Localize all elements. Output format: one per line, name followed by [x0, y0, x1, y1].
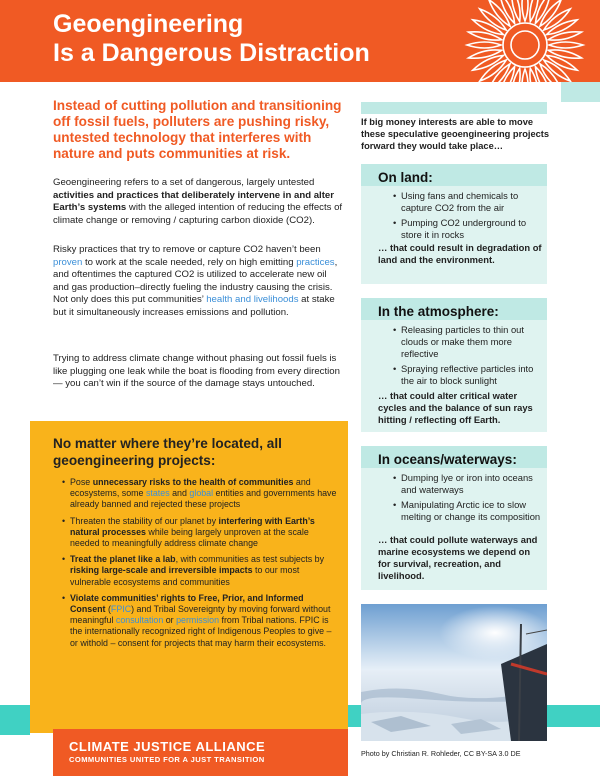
p2-text-b: to work at the scale needed, rely on high emitting — [82, 256, 297, 268]
arctic-ice-photo — [361, 604, 547, 741]
i3-text-b: to our most vulnerable ecosystems and communities — [70, 565, 300, 587]
card-atmosphere — [361, 298, 547, 432]
card-title-atmosphere: In the atmosphere: — [378, 304, 499, 319]
title-line-1: Geoengineering — [53, 10, 244, 38]
intro-statement: Instead of cutting pollution and transitioning off fossil fuels, polluters are pushing risky, untested technology that interferes with nature and puts communities at risk. — [53, 98, 342, 161]
org-name: CLIMATE JUSTICE ALLIANCE — [69, 739, 266, 754]
i4-text-c: or — [163, 615, 177, 626]
sunflower-petal — [478, 6, 508, 32]
card-result-land: … that could result in degradation of land and the environment. — [378, 242, 542, 265]
sunflower-petal — [468, 47, 502, 60]
sunflower-logo-icon — [450, 0, 600, 82]
card-oceans — [361, 446, 547, 590]
i1-text-d: entities and governments have already banned and rejected these projects — [70, 488, 337, 510]
p1-text-b: with the alleged intention of reducing the effects of climate change or removing / capturing carbon dioxide (CO2). — [53, 202, 343, 226]
i4-text-d: from Tribal nations. FPIC is the internationally recognized right of Indigenous Peoples to give – or withold – consent for projects that may harm their ecosystems. — [70, 615, 332, 648]
decor-teal-band-left — [0, 705, 30, 735]
list-item: • Dumping lye or iron into oceans and waterways — [401, 472, 541, 496]
i3-text-a: , with communities as test subjects by — [175, 554, 325, 565]
i4-text-a: ( — [105, 604, 111, 615]
list-item — [70, 593, 340, 649]
org-tagline: COMMUNITIES UNITED FOR A JUST TRANSITION — [69, 755, 265, 764]
card-list-land — [401, 190, 541, 244]
link-states[interactable]: states — [145, 488, 170, 499]
card-list-oceans — [401, 472, 541, 526]
sunflower-petal — [522, 0, 528, 21]
list-item: • Releasing particles to thin out clouds or make them more reflective — [401, 324, 541, 360]
i1-bold: unnecessary risks to the health of communities — [92, 477, 294, 487]
paragraph-leak-analogy: Trying to address climate change without phasing out fossil fuels is like plugging one leak while the boat is flooding from every direction — you can’t win if the source of the damage stays untouched. — [53, 353, 340, 390]
sunflower-petal — [548, 29, 582, 42]
card-list-atmosphere — [401, 324, 541, 390]
projects-list — [70, 477, 340, 654]
i3-bold-a: Treat the planet like a lab — [70, 554, 176, 565]
link-global[interactable]: global — [189, 488, 214, 499]
card-result-atmosphere: … that could alter critical water cycles and the balance of sun rays hitting / reflecting off Earth. — [378, 390, 533, 425]
i2-bold: interfering with Earth’s natural processes — [70, 515, 315, 537]
sunflower-petal — [542, 58, 572, 82]
card-title-oceans: In oceans/waterways: — [378, 452, 517, 467]
link-permission[interactable]: permission — [176, 615, 220, 626]
sunflower-petal — [548, 47, 582, 60]
i1-text-b: and ecosystems, some — [70, 477, 311, 499]
paragraph-definition — [53, 177, 343, 227]
card-title-land: On land: — [378, 170, 433, 185]
p2-text-a: Risky practices that try to remove or capture CO2 haven’t been — [53, 244, 321, 255]
sunflower-petal — [468, 29, 502, 42]
p1-text-a: Geoengineering refers to a set of dangerous, largely untested — [53, 177, 315, 188]
sunflower-petal — [542, 6, 572, 32]
card-result-oceans: … that could pollute waterways and marine ecosystems we depend on for survival, recreation, and livelihood. — [378, 534, 538, 581]
sunflower-petal — [522, 69, 528, 82]
link-health-livelihoods[interactable]: health and livelihoods — [206, 294, 299, 306]
projects-box — [30, 421, 348, 733]
list-item — [70, 554, 340, 588]
photo-credit: Photo by Christian R. Rohleder, CC BY-SA 3.0 DE — [361, 749, 521, 758]
paragraph-risky-practices — [53, 244, 343, 320]
p2-text-d: at stake but it simultaneously increases emissions and pollution. — [53, 294, 335, 318]
decor-right-band — [361, 102, 547, 114]
sunflower-petal — [467, 42, 501, 48]
i2-text-b: while being largely unproven at the scale needed to meaningfully address climate change — [70, 526, 309, 549]
projects-heading: No matter where they’re located, all geoengineering projects: — [53, 436, 282, 468]
p1-bold: activities and practices that deliberately intervene in and alter Earth’s systems — [53, 189, 334, 214]
sunflower-petal — [549, 42, 583, 48]
sunflower-petal — [478, 58, 508, 82]
right-intro: If big money interests are able to move these speculative geoengineering projects forward they would take place… — [361, 117, 550, 151]
page-title — [53, 10, 370, 68]
title-line-2: Is a Dangerous Distraction — [53, 39, 370, 67]
i2-text-a: Threaten the stability of our planet by — [70, 515, 219, 526]
footer-logo — [53, 729, 348, 776]
i4-text-b: ) and Tribal Sovereignty by moving forward without meaningful — [70, 604, 331, 626]
link-fpic[interactable]: FPIC — [110, 604, 132, 615]
card-on-land — [361, 164, 547, 284]
p2-text-c: , and oftentimes the captured CO2 is utilized to accelerate new oil and gas production–directly fueling the industry causing the crisis. Not only does this put communities’ — [53, 256, 338, 306]
list-item: • Pumping CO2 underground to store it in rocks — [401, 217, 541, 241]
list-item: • Manipulating Arctic ice to slow melting or change its composition — [401, 499, 541, 523]
i4-bold: Violate communities’ rights to Free, Prior, and Informed Consent — [70, 592, 304, 615]
link-consultation[interactable]: consultation — [115, 615, 164, 626]
list-item — [70, 477, 340, 511]
list-item: • Using fans and chemicals to capture CO2 from the air — [401, 190, 541, 214]
list-item — [70, 516, 340, 550]
link-proven[interactable]: proven — [53, 256, 83, 268]
decor-teal-strip — [561, 82, 600, 102]
page-header — [0, 0, 600, 82]
i1-text-c: and — [169, 488, 190, 499]
i3-bold-b: risking large-scale and irreversible impacts — [70, 565, 253, 576]
i1-text-a: Pose — [70, 477, 93, 487]
list-item: • Spraying reflective particles into the air to block sunlight — [401, 363, 541, 387]
link-practices[interactable]: practices — [296, 256, 335, 268]
